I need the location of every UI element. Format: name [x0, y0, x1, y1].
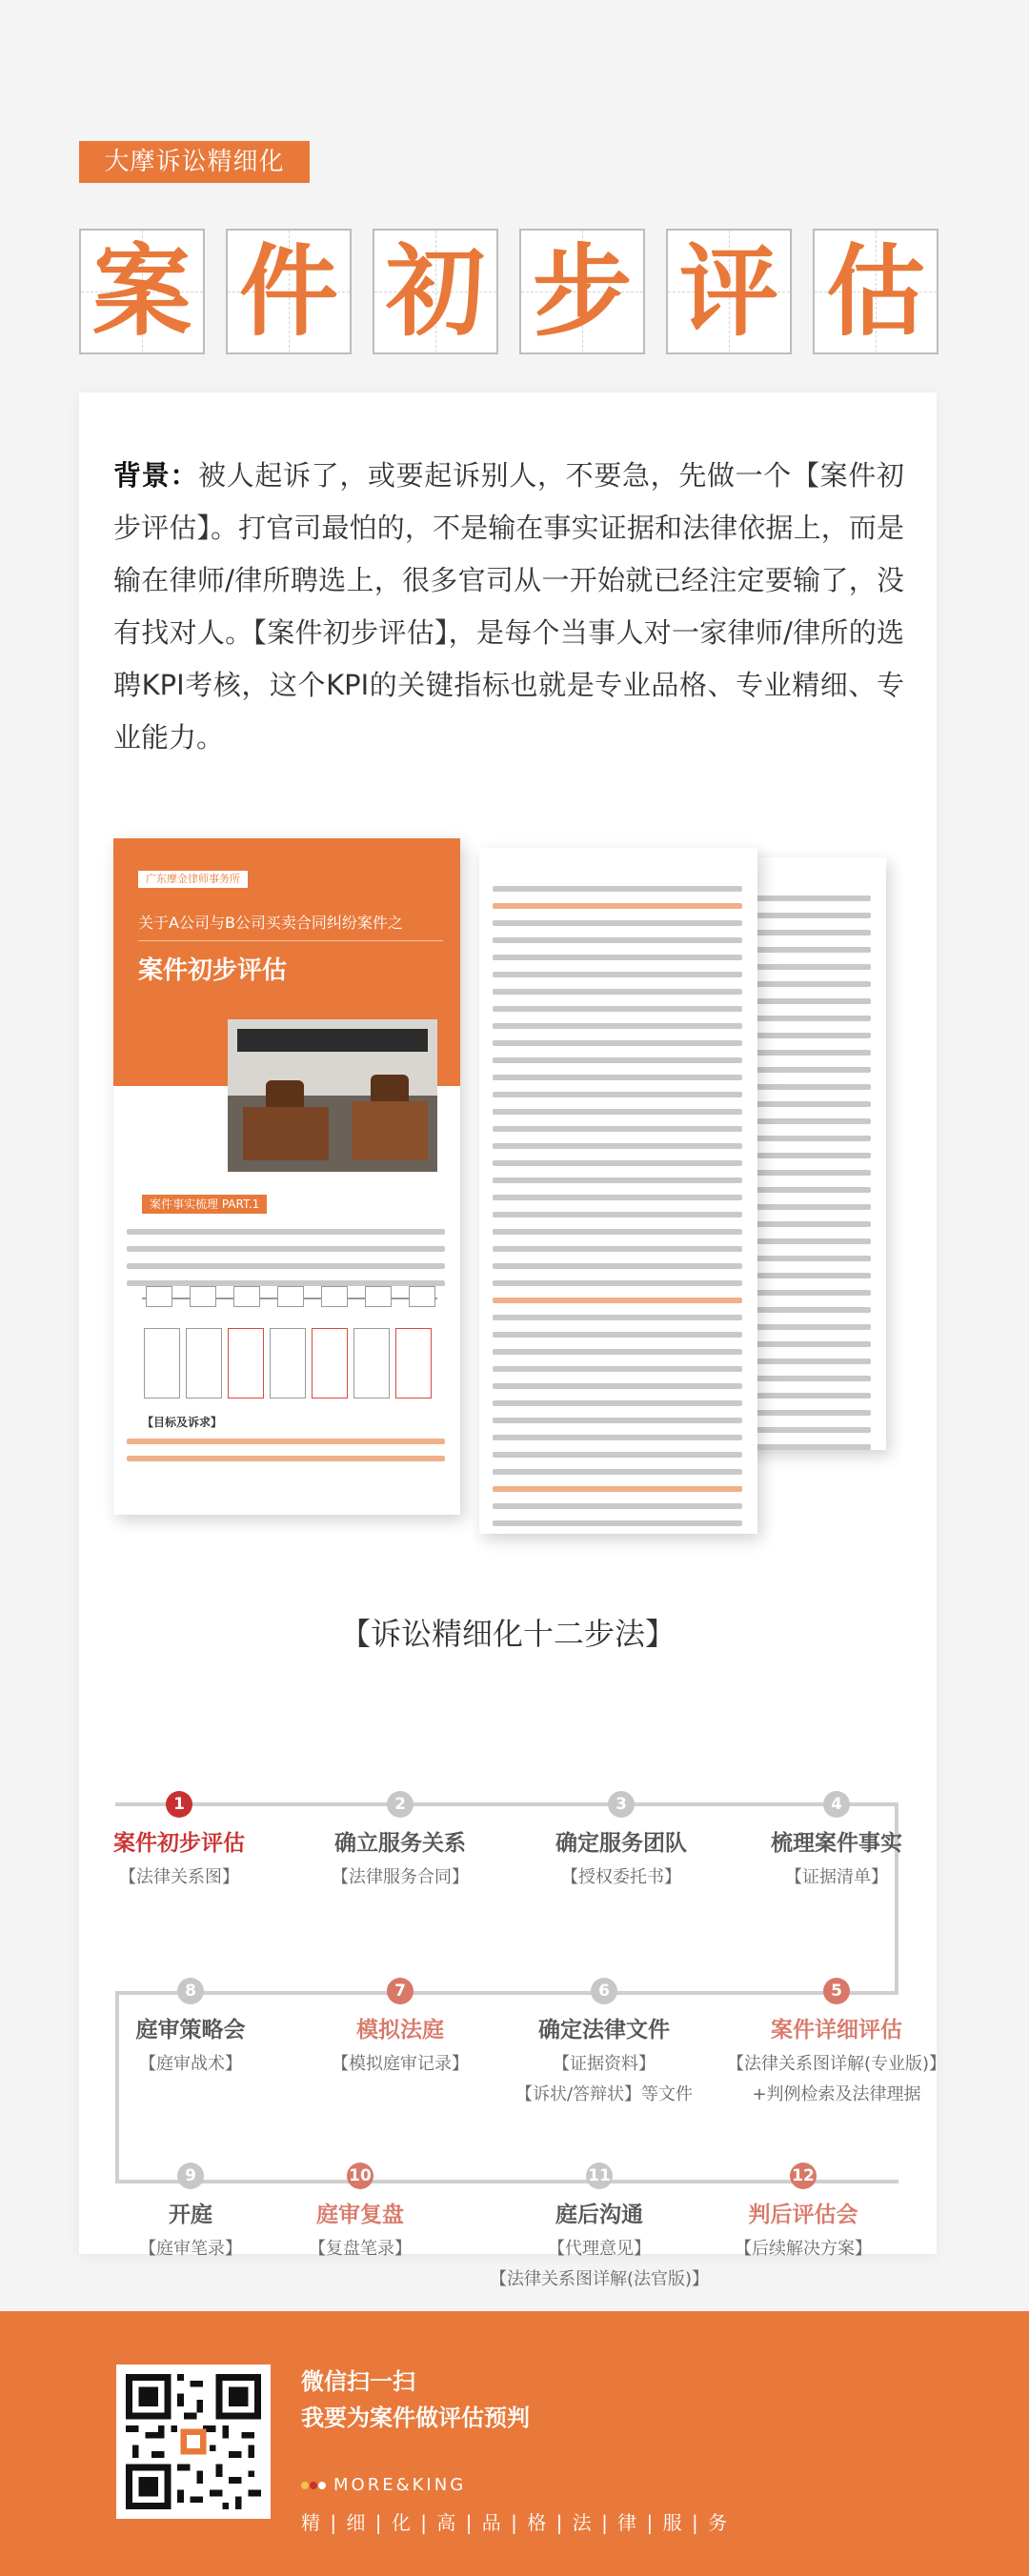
steps-title: 【诉讼精细化十二步法】 [339, 1616, 676, 1652]
title-char: 初 [373, 229, 498, 354]
brand-tag: 大摩诉讼精细化 [79, 141, 310, 183]
background-paragraph [113, 450, 904, 764]
step-2: 2 确立服务关系 【法律服务合同】 [300, 1791, 500, 1893]
courtroom-photo [228, 1019, 437, 1172]
section-tag: 案件事实梳理 PART.1 [142, 1195, 267, 1214]
step-12: 12 判后评估会 【后续解决方案】 [689, 2163, 918, 2264]
document-subtitle: 关于A公司与B公司买卖合同纠纷案件之 [138, 911, 443, 941]
step-1: 1 案件初步评估 【法律关系图】 [79, 1791, 279, 1893]
document-title: 案件初步评估 [138, 956, 288, 985]
title-char: 评 [666, 229, 792, 354]
brand-logo [301, 2475, 466, 2495]
title-char: 估 [813, 229, 938, 354]
step-6: 6 确定法律文件 【证据资料】 【诉状/答辩状】等文件 [475, 1978, 733, 2110]
step-3: 3 确定服务团队 【授权委托书】 [521, 1791, 721, 1893]
step-4: 4 梳理案件事实 【证据清单】 [736, 1791, 937, 1893]
requests-label: 【目标及诉求】 [142, 1416, 223, 1429]
slogan: 精 | 细 | 化 | 高 | 品 | 格 | 法 | 律 | 服 | 务 [301, 2511, 730, 2534]
logo-text: MORE&KING [333, 2475, 467, 2495]
step-8: 8 庭审策略会 【庭审战术】 [91, 1978, 291, 2080]
step-10: 10 庭审复盘 【复盘笔录】 [260, 2163, 460, 2264]
qr-code[interactable] [116, 2365, 271, 2519]
scan-text: 微信扫一扫 [301, 2368, 415, 2395]
step-11: 11 庭后沟通 【代理意见】 【法律关系图详解(法官版)】 [456, 2163, 742, 2295]
firm-tag: 广东摩金律师事务所 [138, 871, 248, 888]
cta-text: 我要为案件做评估预判 [301, 2405, 530, 2431]
document-page-1 [113, 838, 460, 1515]
step-7: 7 模拟法庭 【模拟庭审记录】 [300, 1978, 500, 2080]
title-char: 件 [226, 229, 352, 354]
background-label: 背景： [113, 459, 198, 492]
content-card [79, 392, 947, 2289]
title-char: 步 [519, 229, 645, 354]
document-page-2 [479, 848, 757, 1534]
footer [0, 2311, 1029, 2576]
page-title [79, 229, 938, 354]
title-char: 案 [79, 229, 205, 354]
background-text: 被人起诉了，或要起诉别人，不要急，先做一个【案件初步评估】。打官司最怕的，不是输在事实证据和法律依据上，而是输在律师/律所聘选上，很多官司从一开始就已经注定要输了，没有找对人。【案件初步评估】，是每个当事人对一家律师/律所的选聘KPI考核，这个KPI的关键指标也就是专业品格、专业精细、专业能力。 [113, 459, 904, 754]
flow-diagram [142, 1286, 437, 1400]
logo-icon [301, 2480, 326, 2491]
step-9: 9 开庭 【庭审笔录】 [91, 2163, 291, 2264]
step-5: 5 案件详细评估 【法律关系图详解(专业版)】 +判例检索及法律理据 [689, 1978, 984, 2110]
